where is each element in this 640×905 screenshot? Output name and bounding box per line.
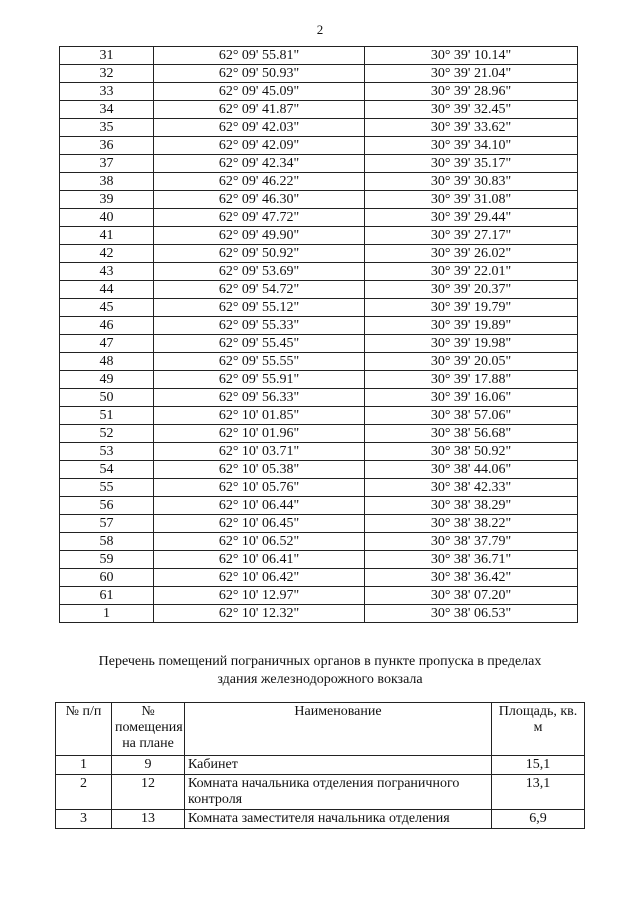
latitude: 62° 10' 06.45": [154, 515, 365, 533]
point-number: 59: [60, 551, 154, 569]
longitude: 30° 39' 30.83": [365, 173, 578, 191]
latitude: 62° 09' 55.45": [154, 335, 365, 353]
coordinate-row: [60, 209, 578, 227]
latitude: 62° 10' 01.85": [154, 407, 365, 425]
latitude: 62° 09' 53.69": [154, 263, 365, 281]
coordinate-row: [60, 263, 578, 281]
longitude: 30° 38' 06.53": [365, 605, 578, 623]
point-number: 40: [60, 209, 154, 227]
point-number: 46: [60, 317, 154, 335]
latitude: 62° 09' 55.55": [154, 353, 365, 371]
row-area: 13,1: [492, 775, 585, 810]
coordinate-row: [60, 83, 578, 101]
point-number: 38: [60, 173, 154, 191]
latitude: 62° 10' 03.71": [154, 443, 365, 461]
latitude: 62° 09' 50.93": [154, 65, 365, 83]
longitude: 30° 39' 32.45": [365, 101, 578, 119]
coordinate-row: [60, 425, 578, 443]
point-number: 53: [60, 443, 154, 461]
longitude: 30° 39' 17.88": [365, 371, 578, 389]
point-number: 33: [60, 83, 154, 101]
point-number: 60: [60, 569, 154, 587]
coordinate-row: [60, 515, 578, 533]
coordinate-row: [60, 461, 578, 479]
page-number: 2: [316, 22, 324, 37]
header-room-line-2: помещения: [115, 720, 183, 735]
longitude: 30° 39' 27.17": [365, 227, 578, 245]
coordinate-row: [60, 353, 578, 371]
coordinate-row: [60, 407, 578, 425]
longitude: 30° 38' 07.20": [365, 587, 578, 605]
latitude: 62° 10' 12.32": [154, 605, 365, 623]
point-number: 35: [60, 119, 154, 137]
latitude: 62° 09' 42.03": [154, 119, 365, 137]
point-number: 56: [60, 497, 154, 515]
header-area-line-1: Площадь, кв.: [498, 704, 578, 719]
point-number: 54: [60, 461, 154, 479]
coordinates-table-body: [60, 47, 578, 623]
longitude: 30° 38' 38.22": [365, 515, 578, 533]
coordinate-row: [60, 245, 578, 263]
latitude: 62° 09' 49.90": [154, 227, 365, 245]
coordinate-row: [60, 479, 578, 497]
caption-line-1: Перечень помещений пограничных органов в пункте пропуска в пределах: [98, 654, 542, 669]
latitude: 62° 09' 56.33": [154, 389, 365, 407]
rooms-header-row: [56, 703, 585, 756]
point-number: 39: [60, 191, 154, 209]
point-number: 31: [60, 47, 154, 65]
latitude: 62° 09' 54.72": [154, 281, 365, 299]
header-area-line-2: м: [533, 720, 543, 735]
row-num: 2: [56, 775, 112, 810]
point-number: 51: [60, 407, 154, 425]
row-room: 9: [112, 756, 185, 775]
header-num: № п/п: [56, 703, 112, 756]
rooms-caption: [60, 653, 580, 689]
coordinate-row: [60, 101, 578, 119]
coordinate-row: [60, 443, 578, 461]
row-num: 1: [56, 756, 112, 775]
coordinate-row: [60, 587, 578, 605]
longitude: 30° 39' 28.96": [365, 83, 578, 101]
longitude: 30° 39' 34.10": [365, 137, 578, 155]
longitude: 30° 39' 33.62": [365, 119, 578, 137]
latitude: 62° 09' 46.30": [154, 191, 365, 209]
rooms-row: [56, 775, 585, 810]
latitude: 62° 10' 05.76": [154, 479, 365, 497]
caption-line-2: здания железнодорожного вокзала: [217, 672, 423, 687]
point-number: 55: [60, 479, 154, 497]
coordinate-row: [60, 281, 578, 299]
longitude: 30° 39' 10.14": [365, 47, 578, 65]
point-number: 52: [60, 425, 154, 443]
latitude: 62° 09' 55.12": [154, 299, 365, 317]
coordinate-row: [60, 191, 578, 209]
longitude: 30° 38' 36.71": [365, 551, 578, 569]
coordinate-row: [60, 299, 578, 317]
latitude: 62° 09' 42.09": [154, 137, 365, 155]
point-number: 43: [60, 263, 154, 281]
coordinates-table: [59, 46, 578, 623]
latitude: 62° 10' 06.41": [154, 551, 365, 569]
row-num: 3: [56, 810, 112, 829]
latitude: 62° 09' 55.33": [154, 317, 365, 335]
rooms-row: [56, 756, 585, 775]
point-number: 32: [60, 65, 154, 83]
latitude: 62° 10' 01.96": [154, 425, 365, 443]
coordinate-row: [60, 137, 578, 155]
row-name: Комната заместителя начальника отделения: [185, 810, 492, 829]
coordinate-row: [60, 569, 578, 587]
point-number: 42: [60, 245, 154, 263]
point-number: 47: [60, 335, 154, 353]
latitude: 62° 09' 55.81": [154, 47, 365, 65]
row-name: Комната начальника отделения пограничного контроля: [185, 775, 492, 810]
header-room: [112, 703, 185, 756]
longitude: 30° 39' 22.01": [365, 263, 578, 281]
header-area: [492, 703, 585, 756]
latitude: 62° 09' 46.22": [154, 173, 365, 191]
longitude: 30° 39' 20.37": [365, 281, 578, 299]
latitude: 62° 10' 05.38": [154, 461, 365, 479]
point-number: 1: [60, 605, 154, 623]
latitude: 62° 10' 06.52": [154, 533, 365, 551]
coordinate-row: [60, 47, 578, 65]
longitude: 30° 39' 19.89": [365, 317, 578, 335]
coordinate-row: [60, 335, 578, 353]
longitude: 30° 38' 56.68": [365, 425, 578, 443]
latitude: 62° 09' 50.92": [154, 245, 365, 263]
longitude: 30° 38' 44.06": [365, 461, 578, 479]
header-room-line-3: на плане: [122, 736, 174, 751]
longitude: 30° 39' 29.44": [365, 209, 578, 227]
longitude: 30° 39' 35.17": [365, 155, 578, 173]
coordinate-row: [60, 227, 578, 245]
row-room: 12: [112, 775, 185, 810]
point-number: 58: [60, 533, 154, 551]
latitude: 62° 09' 47.72": [154, 209, 365, 227]
latitude: 62° 09' 55.91": [154, 371, 365, 389]
longitude: 30° 38' 57.06": [365, 407, 578, 425]
coordinate-row: [60, 173, 578, 191]
coordinate-row: [60, 533, 578, 551]
longitude: 30° 39' 16.06": [365, 389, 578, 407]
longitude: 30° 38' 37.79": [365, 533, 578, 551]
point-number: 49: [60, 371, 154, 389]
point-number: 57: [60, 515, 154, 533]
coordinate-row: [60, 371, 578, 389]
point-number: 45: [60, 299, 154, 317]
longitude: 30° 39' 19.98": [365, 335, 578, 353]
rooms-table: [55, 702, 585, 829]
coordinate-row: [60, 155, 578, 173]
header-room-line-1: №: [141, 704, 155, 719]
coordinate-row: [60, 65, 578, 83]
point-number: 41: [60, 227, 154, 245]
point-number: 44: [60, 281, 154, 299]
row-room: 13: [112, 810, 185, 829]
longitude: 30° 38' 36.42": [365, 569, 578, 587]
row-name: Кабинет: [185, 756, 492, 775]
point-number: 61: [60, 587, 154, 605]
latitude: 62° 09' 41.87": [154, 101, 365, 119]
latitude: 62° 09' 42.34": [154, 155, 365, 173]
latitude: 62° 10' 06.44": [154, 497, 365, 515]
latitude: 62° 10' 12.97": [154, 587, 365, 605]
longitude: 30° 39' 31.08": [365, 191, 578, 209]
point-number: 50: [60, 389, 154, 407]
row-area: 6,9: [492, 810, 585, 829]
latitude: 62° 09' 45.09": [154, 83, 365, 101]
longitude: 30° 39' 26.02": [365, 245, 578, 263]
coordinate-row: [60, 605, 578, 623]
longitude: 30° 38' 38.29": [365, 497, 578, 515]
coordinate-row: [60, 389, 578, 407]
header-name: Наименование: [185, 703, 492, 756]
point-number: 36: [60, 137, 154, 155]
longitude: 30° 39' 20.05": [365, 353, 578, 371]
coordinate-row: [60, 119, 578, 137]
coordinate-row: [60, 497, 578, 515]
longitude: 30° 38' 50.92": [365, 443, 578, 461]
longitude: 30° 38' 42.33": [365, 479, 578, 497]
longitude: 30° 39' 19.79": [365, 299, 578, 317]
point-number: 37: [60, 155, 154, 173]
row-area: 15,1: [492, 756, 585, 775]
longitude: 30° 39' 21.04": [365, 65, 578, 83]
point-number: 48: [60, 353, 154, 371]
rooms-row: [56, 810, 585, 829]
point-number: 34: [60, 101, 154, 119]
latitude: 62° 10' 06.42": [154, 569, 365, 587]
coordinate-row: [60, 317, 578, 335]
coordinate-row: [60, 551, 578, 569]
